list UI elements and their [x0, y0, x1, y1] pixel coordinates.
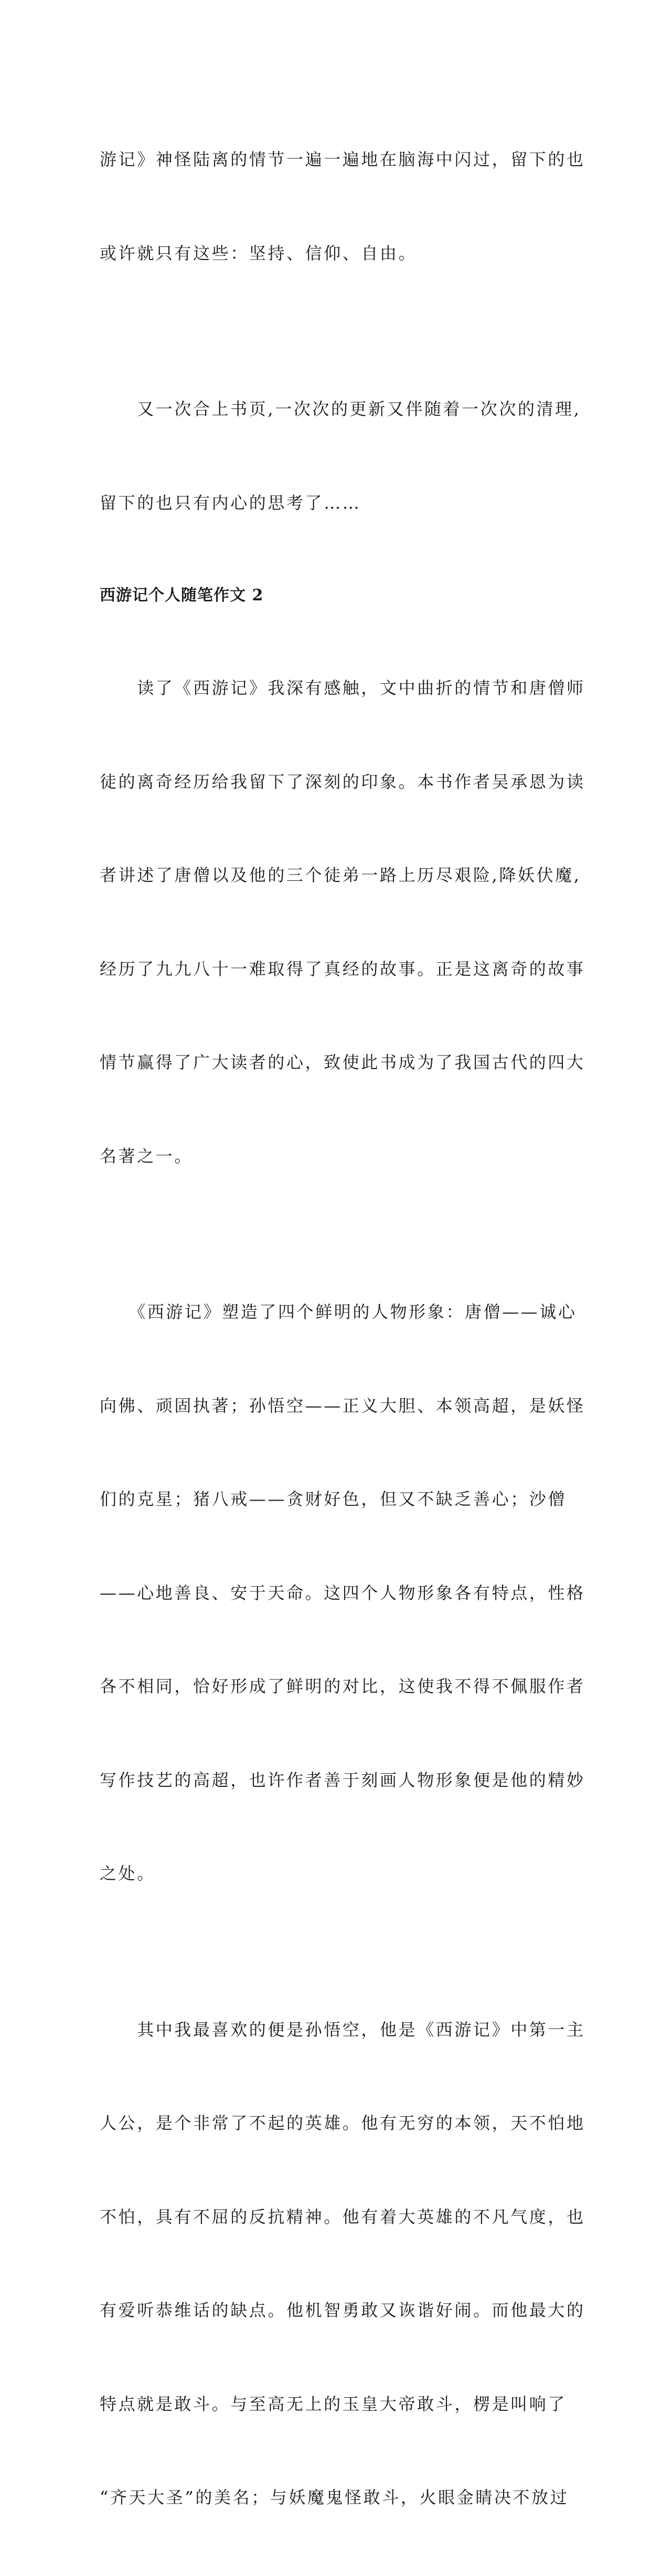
paragraph-line: 有爱听恭维话的缺点。他机智勇敢又诙谐好闹。而他最大的 [100, 2300, 585, 2320]
paragraph-line: ——心地善良、安于天命。这四个人物形象各有特点，性格 [100, 1582, 585, 1603]
paragraph-3 [100, 610, 585, 1234]
paragraph-line: 们的克星；猪八戒——贪财好色，但又不缺乏善心；沙僧 [100, 1489, 567, 1509]
paragraph-line: 又一次合上书页,一次次的更新又伴随着一次次的清理, [100, 399, 581, 419]
paragraph-5 [100, 1952, 585, 2576]
paragraph-4 [100, 1234, 585, 1952]
section-heading: 西游记个人随笔作文 2 [100, 586, 264, 605]
paragraph-line: 徒的离奇经历给我留下了深刻的印象。本书作者吴承恩为读 [100, 771, 585, 792]
paragraph-line: 向佛、顽固执著；孙悟空——正义大胆、本领高超，是妖怪 [100, 1395, 585, 1416]
paragraph-line: 经历了九九八十一难取得了真经的故事。正是这离奇的故事 [100, 958, 585, 979]
paragraph-line: 《西游记》塑造了四个鲜明的人物形象：唐僧——诚心 [100, 1302, 577, 1322]
paragraph-line: 之处。 [100, 1863, 156, 1883]
paragraph-line: 读了《西游记》我深有感触，文中曲折的情节和唐僧师 [100, 678, 585, 698]
paragraph-line: 不怕，具有不屈的反抗精神。他有着大英雄的不凡气度，也 [100, 2206, 585, 2227]
document-body [100, 82, 585, 2576]
paragraph-line: 其中我最喜欢的便是孙悟空，他是《西游记》中第一主 [100, 2019, 585, 2040]
paragraph-line: 或许就只有这些：坚持、信仰、自由。 [100, 243, 418, 263]
paragraph-line: 名著之一。 [100, 1146, 194, 1166]
paragraph-line: 各不相同，恰好形成了鲜明的对比，这使我不得不佩服作者 [100, 1676, 585, 1696]
paragraph-line: 留下的也只有内心的思考了…… [100, 492, 361, 513]
paragraph-line: 人公，是个非常了不起的英雄。他有无穷的本领，天不怕地 [100, 2113, 585, 2133]
paragraph-2 [100, 331, 581, 581]
paragraph-1 [100, 82, 585, 331]
paragraph-line: 特点就是敢斗。与至高无上的玉皇大帝敢斗，楞是叫响了 [100, 2394, 567, 2414]
paragraph-line: 写作技艺的高超，也许作者善于刻画人物形象便是他的精妙 [100, 1770, 585, 1790]
paragraph-line: 情节赢得了广大读者的心，致使此书成为了我国古代的四大 [100, 1052, 585, 1072]
paragraph-line: 者讲述了唐僧以及他的三个徒弟一路上历尽艰险,降妖伏魔, [100, 865, 581, 885]
paragraph-line: 游记》神怪陆离的情节一遍一遍地在脑海中闪过，留下的也 [100, 149, 585, 169]
paragraph-line: “齐天大圣”的美名；与妖魔鬼怪敢斗，火眼金睛决不放过 [100, 2487, 569, 2507]
